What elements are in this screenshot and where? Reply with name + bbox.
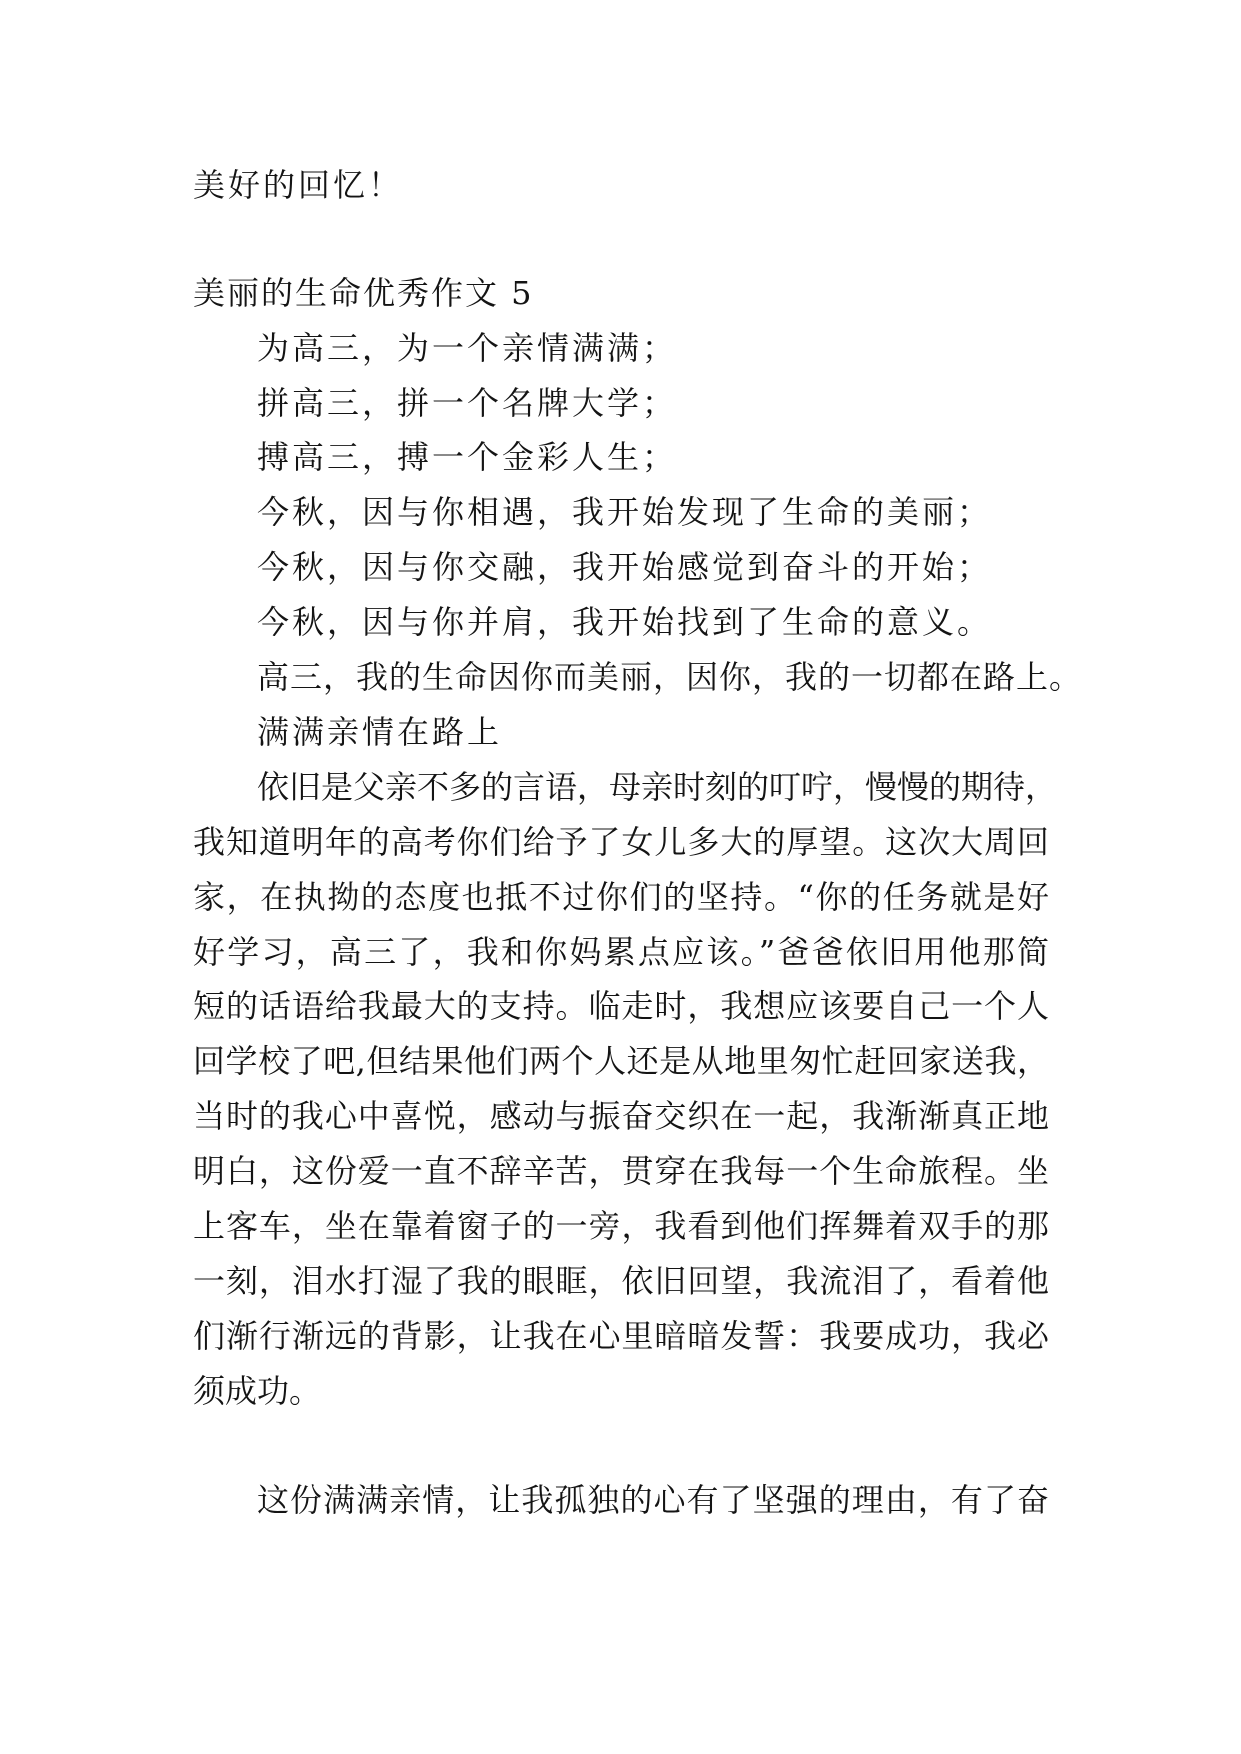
poem-line: 今秋，因与你相遇，我开始发现了生命的美丽； — [257, 493, 993, 531]
paragraph-line: 们渐行渐远的背影，让我在心里暗暗发誓：我要成功，我必 — [193, 1317, 1049, 1355]
paragraph-line: 我知道明年的高考你们给予了女儿多大的厚望。这次大周回 — [193, 823, 1049, 861]
paragraph-line: 家，在执拗的态度也抵不过你们的坚持。“你的任务就是好 — [193, 878, 1049, 916]
poem-line: 高三，我的生命因你而美丽，因你，我的一切都在路上。 — [257, 658, 1083, 696]
poem-line: 今秋，因与你交融，我开始感觉到奋斗的开始； — [257, 548, 993, 586]
paragraph-line: 回学校了吧,但结果他们两个人还是从地里匆忙赶回家送我， — [193, 1042, 1049, 1080]
paragraph-line: 好学习，高三了，我和你妈累点应该。”爸爸依旧用他那简 — [193, 933, 1049, 971]
paragraph-line: 须成功。 — [193, 1372, 322, 1410]
paragraph-line: 短的话语给我最大的支持。临走时，我想应该要自己一个人 — [193, 987, 1049, 1025]
section-title: 美丽的生命优秀作文 5 — [193, 274, 534, 312]
paragraph-line: 当时的我心中喜悦，感动与振奋交织在一起，我渐渐真正地 — [193, 1097, 1049, 1135]
paragraph-line: 一刻，泪水打湿了我的眼眶，依旧回望，我流泪了，看着他 — [193, 1262, 1049, 1300]
poem-line: 为高三，为一个亲情满满； — [257, 329, 678, 367]
paragraph-line: 上客车，坐在靠着窗子的一旁，我看到他们挥舞着双手的那 — [193, 1207, 1049, 1245]
poem-line: 搏高三，搏一个金彩人生； — [257, 438, 678, 476]
poem-line: 拼高三，拼一个名牌大学； — [257, 384, 678, 422]
paragraph-line: 明白，这份爱一直不辞辛苦，贯穿在我每一个生命旅程。坐 — [193, 1152, 1049, 1190]
paragraph-line: 依旧是父亲不多的言语，母亲时刻的叮咛，慢慢的期待， — [257, 768, 1058, 806]
poem-line: 今秋，因与你并肩，我开始找到了生命的意义。 — [257, 603, 993, 641]
paragraph-line: 这份满满亲情，让我孤独的心有了坚强的理由，有了奋 — [257, 1481, 1049, 1519]
subheading: 满满亲情在路上 — [257, 713, 503, 751]
intro-line: 美好的回忆！ — [193, 166, 404, 204]
